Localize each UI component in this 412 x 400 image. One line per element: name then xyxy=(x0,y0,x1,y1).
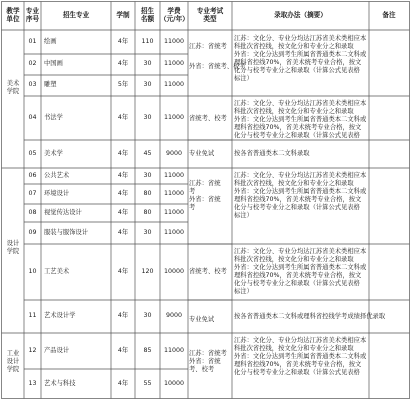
row-fee: 11000 xyxy=(163,38,185,45)
row-fee: 11000 xyxy=(163,209,185,216)
row-seq: 12 xyxy=(28,347,37,354)
row-fee: 10000 xyxy=(163,380,185,387)
method-b2-line1: 江苏：文化分、专业分均达江苏省美术类相应本 xyxy=(234,100,367,107)
row-fee: 11000 xyxy=(163,347,185,354)
row-major: 视觉传达设计 xyxy=(44,209,82,216)
row-major: 服装与服饰设计 xyxy=(44,229,89,236)
method-block-7 xyxy=(234,337,366,377)
header-unit-line2: 单位 xyxy=(6,15,20,23)
header-seq-line2: 序号 xyxy=(25,15,40,23)
row-years: 4年 xyxy=(117,172,129,179)
unit-art-line2: 学院 xyxy=(6,88,20,95)
row-major: 艺术设计学 xyxy=(44,312,76,319)
row-seq: 03 xyxy=(28,81,37,88)
exam-r06-09-line4: 考 xyxy=(189,204,196,211)
row-years: 4年 xyxy=(117,347,129,354)
method-b7-line1: 江苏：文化分、专业分均达江苏省美术类相应本 xyxy=(234,337,367,344)
row-years: 4年 xyxy=(117,312,129,319)
unit-industrial-line3: 学院 xyxy=(6,366,20,373)
row-plan: 120 xyxy=(141,268,154,275)
header-exam-line1: 专业考试 xyxy=(196,7,224,15)
unit-industrial xyxy=(2,350,24,374)
header-note: 备注 xyxy=(382,11,396,19)
row-years: 4年 xyxy=(117,60,129,67)
header-method: 录取办法（摘要） xyxy=(274,11,327,19)
method-b4-line3: 外省：文化分达到考生所属省普通类本二文科或 xyxy=(234,188,367,195)
method-b4-line4: 理科省控线70%，省美术统考专业合格，按文 xyxy=(234,196,362,203)
method-b5-line3: 外省：文化分达到考生所属省普通类本二文科或 xyxy=(234,264,367,271)
method-b7-line2: 科批次省控线，按文化分和专业分之和录取 xyxy=(234,345,354,352)
method-block-2 xyxy=(234,100,366,140)
header-fee-line2: （元/年） xyxy=(160,15,189,23)
row-plan: 30 xyxy=(143,172,152,179)
row-major: 环境设计 xyxy=(44,190,70,197)
method-b4-line5: 化分与校考专业分之和录取（计算公式见表格 xyxy=(234,204,360,211)
row-major: 书法学 xyxy=(44,114,63,121)
row-plan: 30 xyxy=(143,60,152,67)
row-plan: 30 xyxy=(143,229,152,236)
row-major: 雕塑 xyxy=(44,81,57,88)
method-b1-line4: 理科省控线70%，省美术统考专业合格，按文 xyxy=(234,59,362,66)
row-plan: 30 xyxy=(143,114,152,121)
row-fee: 11000 xyxy=(163,81,185,88)
exam-r12-13-line3: 考、校考 xyxy=(189,366,215,373)
row-seq: 02 xyxy=(28,60,37,67)
row-fee: 9000 xyxy=(165,150,183,157)
method-b5-line2: 科批次省控线，按文化分和专业分之和录取 xyxy=(234,256,354,263)
row-seq: 05 xyxy=(28,150,37,157)
method-b5-line1: 江苏：文化分、专业分均达江苏省美术类相应本 xyxy=(234,248,367,255)
exam-r01: 江苏：省统考 xyxy=(189,43,227,50)
exam-r11: 专业免试 xyxy=(189,316,215,323)
exam-r06-09-line3: 外省：省统 xyxy=(189,196,221,203)
unit-design xyxy=(2,240,24,256)
method-b7-line4: 理科省控线70%，省美术统考专业合格，按文 xyxy=(234,361,362,368)
row-seq: 04 xyxy=(28,114,37,121)
row-plan: 80 xyxy=(143,209,152,216)
method-b2-line2: 科批次省控线，按文化分和专业分之和录取 xyxy=(234,108,354,115)
unit-art xyxy=(2,80,24,96)
exam-r12-13-line2: 外省：省统 xyxy=(189,358,221,365)
exam-r02: 外省：省统考、校考 xyxy=(189,63,246,70)
header-years: 学制 xyxy=(116,11,130,19)
row-seq: 01 xyxy=(28,38,37,45)
method-b1-line5: 化分与校考专业分之和录取（计算公式见表格 xyxy=(234,67,360,74)
method-b5-line5: 化分与校考专业分之和录取（计算公式见表格 xyxy=(234,280,360,287)
row-seq: 13 xyxy=(28,380,37,387)
method-block-4 xyxy=(234,172,366,220)
method-b5-line6: 标注） xyxy=(234,288,253,295)
row-plan: 55 xyxy=(143,380,152,387)
header-seq xyxy=(24,7,41,23)
unit-industrial-line2: 设计 xyxy=(6,358,20,365)
row-plan: 110 xyxy=(141,38,154,45)
row-fee: 9000 xyxy=(165,312,183,319)
row-major: 公共艺术 xyxy=(44,172,70,179)
row-years: 5年 xyxy=(117,81,129,88)
header-plan xyxy=(135,7,160,23)
row-fee: 10000 xyxy=(163,268,185,275)
row-years: 4年 xyxy=(117,380,129,387)
exam-r06-09-line2: 考 xyxy=(189,188,196,195)
row-years: 4年 xyxy=(117,190,129,197)
row-fee: 11000 xyxy=(163,60,185,67)
method-b7-line3: 外省：文化分达到考生所属省普通类本二文科或 xyxy=(234,353,367,360)
row-seq: 09 xyxy=(28,229,37,236)
exam-r05: 专业免试 xyxy=(189,150,215,157)
unit-art-line1: 美术 xyxy=(6,80,20,87)
header-fee-line1: 学费 xyxy=(167,7,181,15)
exam-r06-09 xyxy=(189,180,220,212)
header-unit xyxy=(2,7,24,23)
row-major: 中国画 xyxy=(44,60,63,67)
header-exam-line2: 类型 xyxy=(203,15,217,23)
row-major: 绘画 xyxy=(44,38,57,45)
row-years: 4年 xyxy=(117,114,129,121)
method-block-1 xyxy=(234,35,366,83)
method-b5-line4: 理科省控线70%，省美术统考专业合格，按文 xyxy=(234,272,362,279)
header-seq-line1: 专业 xyxy=(25,7,40,15)
header-major: 招生专业 xyxy=(62,11,90,19)
header-plan-line1: 招生 xyxy=(140,7,155,15)
method-block-6: 按各省普通类本二文科或理科省控线学考成绩择优录取 xyxy=(234,313,386,320)
method-b2-line5: 化分与校考专业分之和录取（计算公式见表格 xyxy=(234,132,360,139)
row-years: 4年 xyxy=(117,209,129,216)
method-b2-line4: 理科省控线70%，省美术统考专业合格，按文 xyxy=(234,124,362,131)
row-major: 艺术与科技 xyxy=(44,380,76,387)
row-plan: 80 xyxy=(143,190,152,197)
row-major: 工艺美术 xyxy=(44,268,70,275)
unit-design-line2: 学院 xyxy=(6,248,20,255)
header-unit-line1: 教学 xyxy=(6,7,20,15)
row-seq: 06 xyxy=(28,172,37,179)
row-fee: 11000 xyxy=(163,229,185,236)
exam-r12-13-line1: 江苏：省统考 xyxy=(189,350,227,357)
method-block-3: 按各省普通类本二文科录取 xyxy=(234,150,310,157)
row-seq: 10 xyxy=(28,268,37,275)
exam-r10: 省统考、校考 xyxy=(189,268,227,275)
row-plan: 45 xyxy=(143,150,152,157)
method-b1-line6: 标注） xyxy=(234,75,253,82)
row-major: 产品设计 xyxy=(44,347,70,354)
unit-design-line1: 设计 xyxy=(6,240,20,247)
row-seq: 07 xyxy=(28,190,37,197)
row-plan: 30 xyxy=(143,81,152,88)
row-seq: 11 xyxy=(28,312,37,319)
row-plan: 30 xyxy=(143,312,152,319)
method-b1-line2: 科批次省控线，按文化分和专业分之和录取 xyxy=(234,43,354,50)
row-major: 美术学 xyxy=(44,150,63,157)
method-block-5 xyxy=(234,248,366,296)
row-plan: 85 xyxy=(143,347,152,354)
exam-r12-13 xyxy=(189,350,227,374)
row-years: 4年 xyxy=(117,229,129,236)
exam-r04: 省统考、校考 xyxy=(189,115,227,122)
row-years: 4年 xyxy=(117,268,129,275)
header-fee xyxy=(160,7,188,23)
method-b4-line6: 标注） xyxy=(234,212,253,219)
method-b7-line5: 化分与校考专业分之和录取（计算公式见表格 xyxy=(234,369,360,376)
method-b2-line3: 外省：文化分达到考生所属省普通类本二文科或 xyxy=(234,116,367,123)
row-years: 4年 xyxy=(117,38,129,45)
method-b4-line1: 江苏：文化分、专业分均达江苏省美术类相应本 xyxy=(234,172,367,179)
method-b1-line1: 江苏：文化分、专业分均达江苏省美术类相应本 xyxy=(234,35,367,42)
header-plan-line2: 名额 xyxy=(140,15,155,23)
exam-r06-09-line1: 江苏：省统 xyxy=(189,180,221,187)
method-b1-line3: 外省：文化分达到考生所属省普通类本二文科或 xyxy=(234,51,367,58)
method-b4-line2: 科批次省控线，按文化分和专业分之和录取 xyxy=(234,180,354,187)
row-fee: 11000 xyxy=(163,190,185,197)
header-exam xyxy=(188,7,232,23)
row-fee: 11000 xyxy=(163,114,185,121)
row-seq: 08 xyxy=(28,209,37,216)
row-years: 4年 xyxy=(117,150,129,157)
unit-industrial-line1: 工业 xyxy=(6,350,20,357)
row-fee: 11000 xyxy=(163,172,185,179)
